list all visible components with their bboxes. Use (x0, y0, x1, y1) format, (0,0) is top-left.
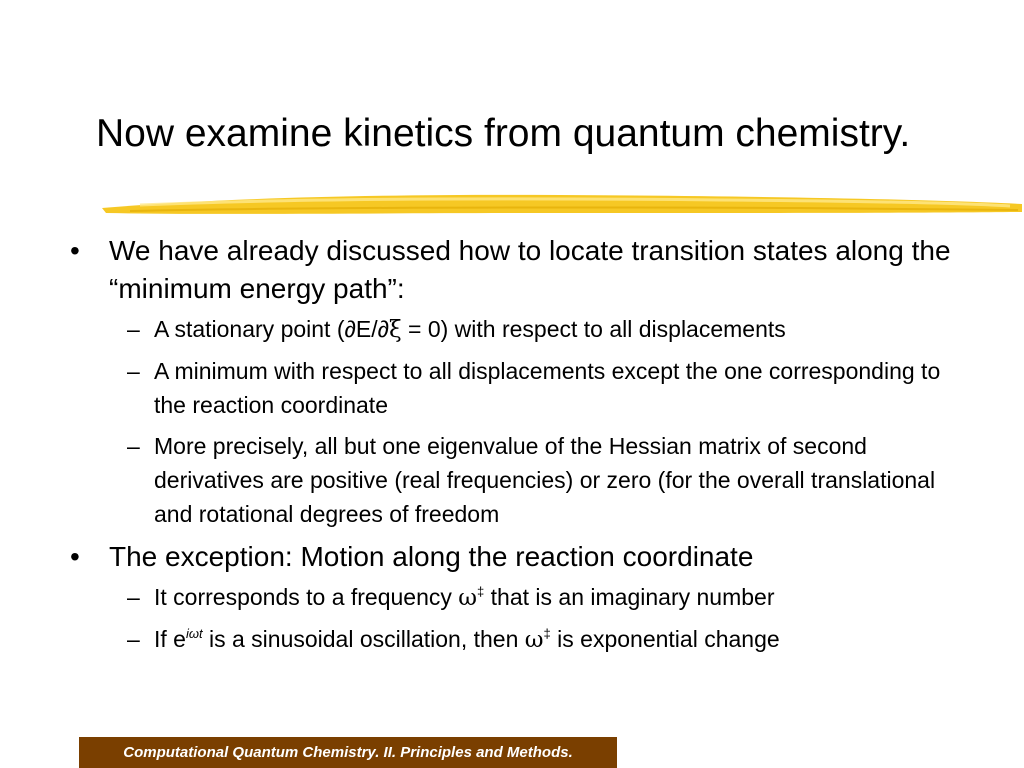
subbullet-list (70, 580, 970, 657)
footer-text: Computational Quantum Chemistry. II. Principles and Methods. (123, 744, 573, 761)
bullet-list (70, 230, 970, 664)
bullet-mark: • (70, 235, 80, 266)
dash-mark: – (127, 626, 140, 652)
dash-mark: – (127, 358, 140, 384)
double-dagger-symbol: ‡ (543, 626, 551, 641)
subbullet-text: It corresponds to a frequency (154, 584, 459, 610)
bullet-item (70, 232, 970, 308)
subbullet-text: that is an imaginary number (484, 584, 775, 610)
subbullet-list (70, 312, 970, 531)
subbullet-text: is exponential change (550, 626, 780, 652)
bullet-item (70, 538, 970, 576)
subbullet-text: = 0) with respect to all displacements (401, 316, 786, 342)
dash-mark: – (127, 316, 140, 342)
subbullet-imaginary-frequency (70, 580, 970, 615)
highlighter-stroke (100, 186, 1024, 226)
subbullet-text: A minimum with respect to all displacements except the one corresponding to the reaction coordinate (154, 358, 941, 418)
footer-banner (79, 737, 617, 768)
dash-mark: – (127, 584, 140, 610)
bullet-text: We have already discussed how to locate transition states along the “minimum energy path”: (109, 235, 951, 304)
bullet-text: The exception: Motion along the reaction coordinate (109, 541, 754, 572)
subbullet-exponential-change (70, 622, 970, 657)
subbullet-stationary-point (70, 312, 970, 347)
double-dagger-symbol: ‡ (477, 584, 485, 599)
subbullet-text: is a sinusoidal oscillation, then (202, 626, 525, 652)
subbullet-text: If e (154, 626, 186, 652)
subbullet-text: More precisely, all but one eigenvalue of the Hessian matrix of second derivatives are positive (real frequencies) or zero (for the overall translational and rotational degrees of freedom (154, 433, 936, 527)
bullet-mark: • (70, 541, 80, 572)
slide-title: Now examine kinetics from quantum chemistry. (96, 112, 911, 155)
xi-symbol: ξ (388, 317, 402, 343)
subbullet-hessian (70, 429, 970, 531)
omega-symbol: ω (458, 585, 478, 611)
subbullet-text: A stationary point (∂E/∂ (154, 316, 389, 342)
omega-symbol: ω (524, 627, 544, 653)
exponent-superscript: iωt (185, 626, 203, 641)
subbullet-minimum (70, 354, 970, 422)
dash-mark: – (127, 433, 140, 459)
